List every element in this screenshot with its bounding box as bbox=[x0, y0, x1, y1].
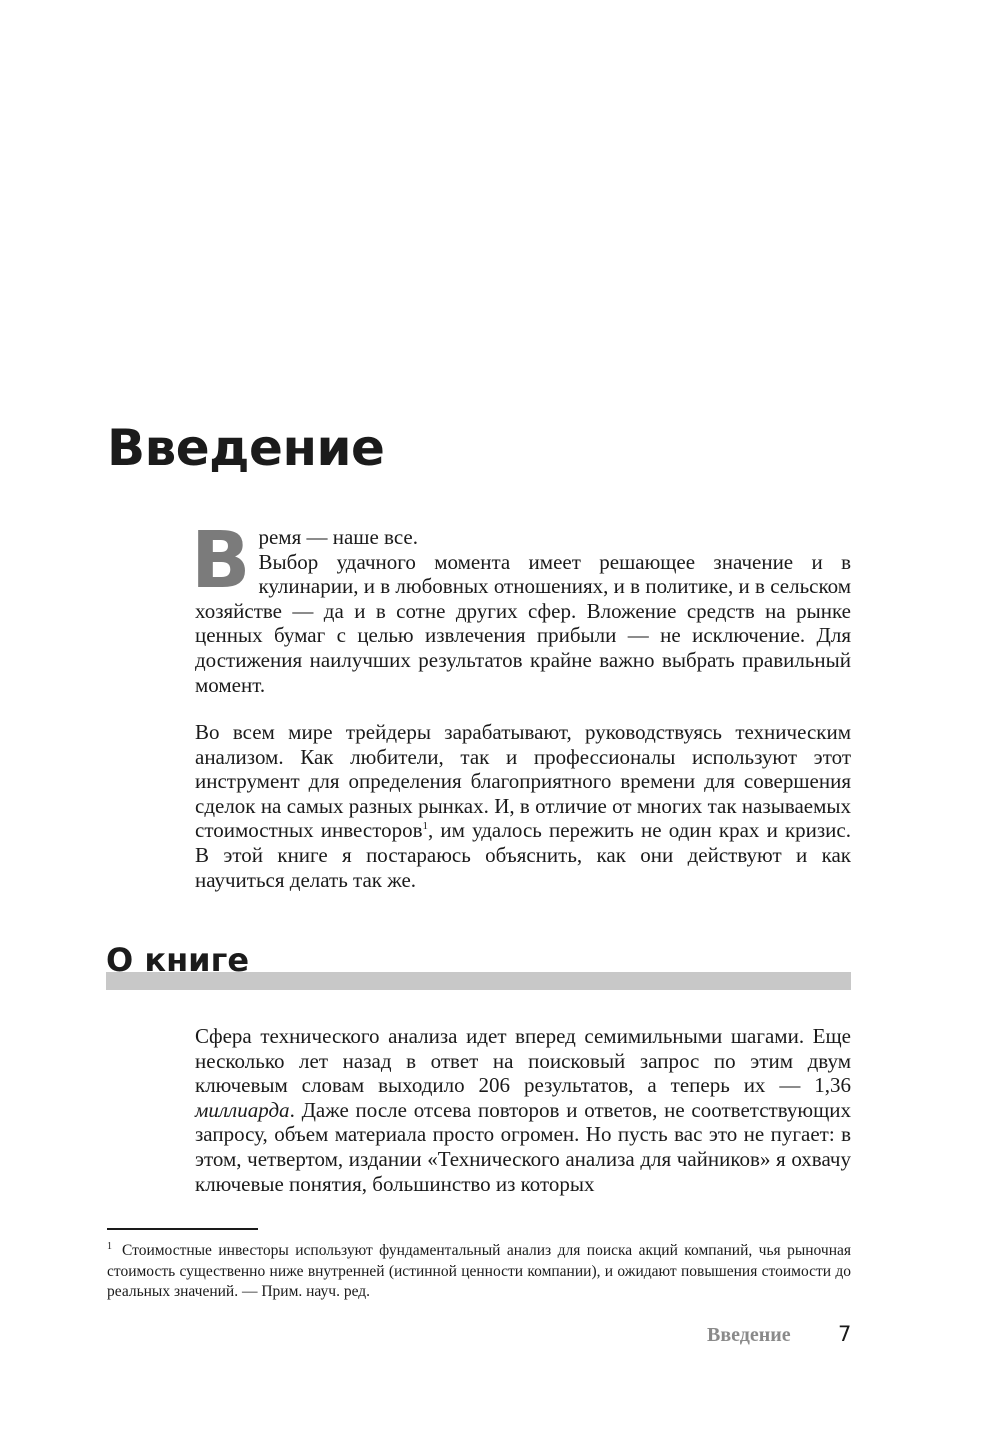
intro-first-line: ремя — наше все. bbox=[258, 525, 418, 549]
drop-cap: В bbox=[191, 516, 251, 606]
section-title: О книге bbox=[106, 941, 250, 979]
page-number: 7 bbox=[838, 1322, 852, 1346]
paragraph-about-book bbox=[195, 1024, 851, 1196]
paragraph-traders-text bbox=[195, 720, 851, 892]
footnote-rule bbox=[107, 1228, 258, 1230]
footnote-mark: 1 bbox=[107, 1241, 112, 1252]
paragraph-traders-part1: Во всем мире трейдеры зарабатывают, руководствуясь техническим анализом. Как любители, так и профессионалы используют этот инструмент для определения благоприятного времени для совершения сделок на самых разных рынках. И, в отличие от многих так называемых стоимостных инвесторов bbox=[195, 720, 851, 843]
paragraph-about-book-emphasis: миллиарда bbox=[195, 1097, 290, 1122]
intro-paragraph: Выбор удачного момента имеет решающее значение и в кулинарии, и в любовных отношениях, и в политике, и в сельском хозяйстве — да и в сотне других сфер. Вложение средств на рынке ценных бумаг с целью извлечения прибыли — не исключение. Для достижения наилучших результатов крайне важно выбрать правильный момент. bbox=[195, 549, 851, 697]
paragraph-about-book-part2: . Даже после отсева повторов и ответов, не соответствующих запросу, объем материала просто огромен. Но пусть вас это не пугает: в этом, четвертом, издании «Технического анализа для чайников» я охвачу ключевые понятия, большинство из которых bbox=[195, 1097, 851, 1196]
running-head: Введение bbox=[707, 1324, 791, 1346]
paragraph-about-book-part1: Сфера технического анализа идет вперед семимильными шагами. Еще несколько лет назад в ответ на поисковый запрос по этим двум ключевым словам выходило 206 результатов, а теперь их — 1,36 bbox=[195, 1024, 851, 1098]
section-heading bbox=[106, 938, 851, 990]
footnote-reference[interactable]: 1 bbox=[422, 820, 429, 833]
footnote-text: Стоимостные инвесторы используют фундаментальный анализ для поиска акций компаний, чья рыночная стоимость существенно ниже внутренней (истинной ценности компании), и ожидают повышения стоимости до реальных значений. — Прим. науч. ред. bbox=[107, 1242, 851, 1300]
paragraph-traders-part2: , им удалось пережить не один крах и кризис. В этой книге я постараюсь объяснить, как они действуют и как научиться делать так же. bbox=[195, 818, 851, 892]
chapter-title: Введение bbox=[107, 419, 385, 477]
footnote bbox=[107, 1237, 851, 1303]
intro-block bbox=[191, 516, 851, 697]
paragraph-traders bbox=[195, 720, 851, 892]
paragraph-about-book-text bbox=[195, 1024, 851, 1196]
